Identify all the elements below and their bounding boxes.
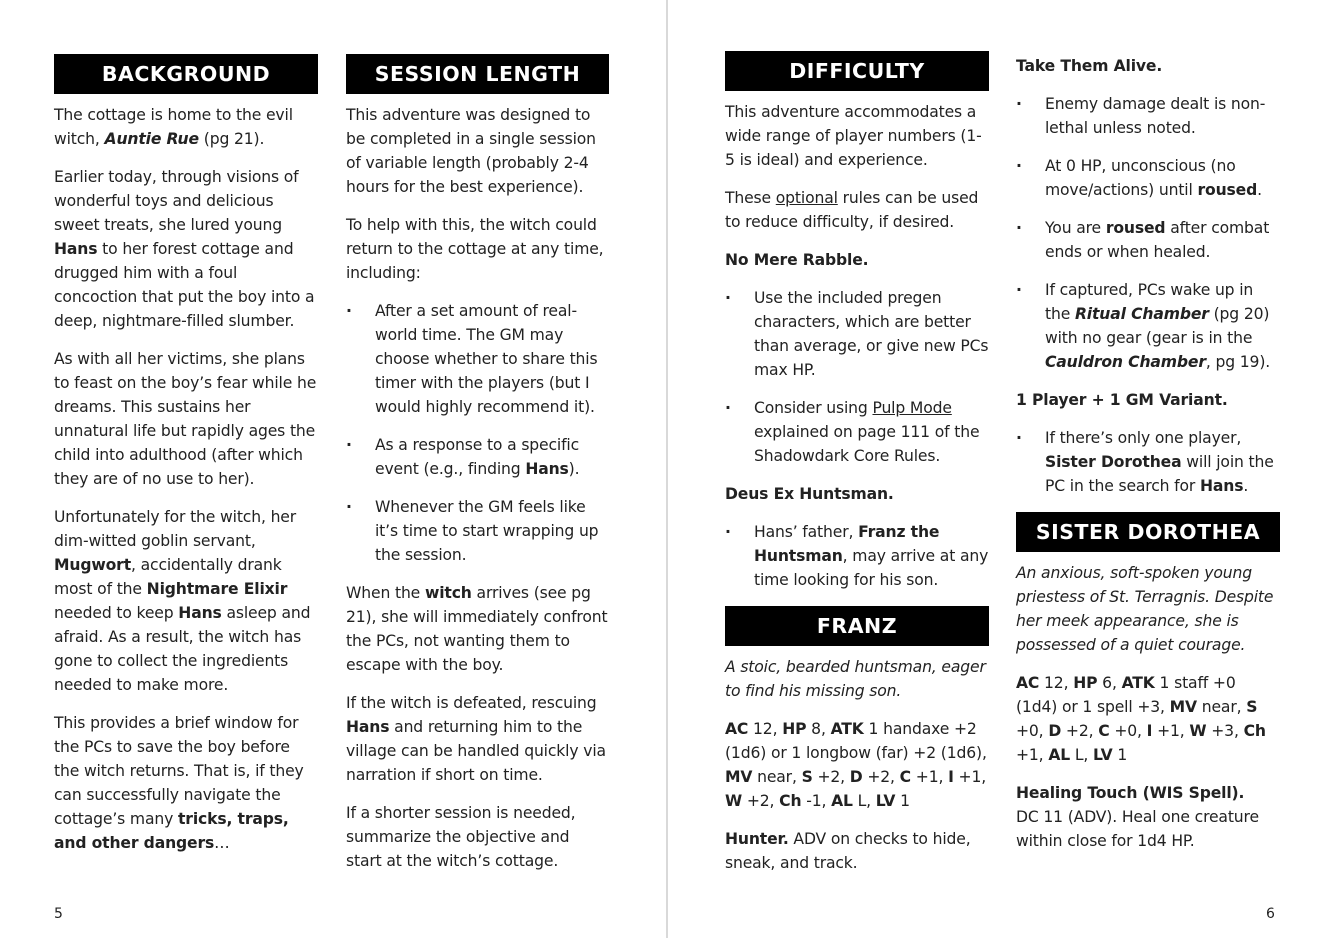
mugwort-name: Mugwort — [54, 556, 131, 574]
one-player-list — [1016, 426, 1280, 498]
background-paragraph: This provides a brief window for the PCs to save the boy before the witch returns. That is, if they can successfully navigate the cottage’s many tricks, traps, and other dangers… — [54, 714, 304, 852]
background-heading: BACKGROUND — [54, 54, 318, 94]
take-them-alive-list — [1016, 92, 1280, 374]
background-column — [54, 54, 318, 869]
session-paragraph: This adventure was designed to be completed in a single session of variable length (probably 2-4 hours for the best experience). — [346, 106, 596, 196]
list-item: · Hans’ father, Franz the Huntsman, may arrive at any time looking for his son. — [725, 520, 989, 592]
no-mere-rabble-subheading: No Mere Rabble. — [725, 251, 869, 269]
session-paragraph: If the witch is defeated, rescuing Hans and returning him to the village can be handled quickly via narration if short on time. — [346, 694, 606, 784]
session-paragraph: To help with this, the witch could return to the cottage at any time, including: — [346, 216, 604, 282]
background-paragraph: Earlier today, through visions of wonderful toys and delicious sweet treats, she lured young Hans to her forest cottage and drugged him with a foul concoction that put the boy into a deep, nightmare-filled slumber. — [54, 168, 315, 330]
session-length-column — [346, 54, 609, 887]
difficulty-column — [725, 51, 989, 889]
dangers-emphasis: tricks, traps, and other dangers — [54, 810, 289, 852]
list-item: · Whenever the GM feels like it’s time to start wrapping up the session. — [346, 495, 609, 567]
sister-dorothea-heading: SISTER DOROTHEA — [1016, 512, 1280, 552]
page-number: 6 — [1266, 906, 1275, 922]
hans-name: Hans — [178, 604, 222, 622]
franz-description: A stoic, bearded huntsman, eager to find his missing son. — [725, 658, 986, 700]
list-item: · If there’s only one player, Sister Dorothea will join the PC in the search for Hans. — [1016, 426, 1280, 498]
difficulty-heading: DIFFICULTY — [725, 51, 989, 91]
list-item: · After a set amount of real-world time. The GM may choose whether to share this timer with the players (but I would highly recommend it). — [346, 299, 609, 419]
list-item: · Consider using Pulp Mode explained on page 111 of the Shadowdark Core Rules. — [725, 396, 989, 468]
optional-link-text: optional — [775, 189, 838, 207]
dorothea-description: An anxious, soft-spoken young priestess of St. Terragnis. Despite her meek appearance, she is possessed of a quiet courage. — [1016, 564, 1274, 654]
list-item: · Use the included pregen characters, which are better than average, or give new PCs max HP. — [725, 286, 989, 382]
franz-talent: Hunter. ADV on checks to hide, sneak, and track. — [725, 830, 971, 872]
page-number: 5 — [54, 906, 63, 922]
deus-ex-huntsman-subheading: Deus Ex Huntsman. — [725, 485, 894, 503]
witch-return-list — [346, 299, 609, 567]
session-length-heading: SESSION LENGTH — [346, 54, 609, 94]
list-item: · If captured, PCs wake up in the Ritual Chamber (pg 20) with no gear (gear is in the Cauldron Chamber, pg 19). — [1016, 278, 1280, 374]
right-page — [668, 0, 1333, 938]
session-paragraph: If a shorter session is needed, summarize the objective and start at the witch’s cottage. — [346, 804, 576, 870]
list-item: · As a response to a specific event (e.g., finding Hans). — [346, 433, 609, 481]
dorothea-stat-block: AC 12, HP 6, ATK 1 staff +0 (1d4) or 1 spell +3, MV near, S +0, D +2, C +0, I +1, W +3, Ch +1, AL L, LV 1 — [1016, 674, 1266, 764]
deus-ex-huntsman-list — [725, 520, 989, 592]
one-player-subheading: 1 Player + 1 GM Variant. — [1016, 391, 1228, 409]
difficulty-paragraph: This adventure accommodates a wide range of player numbers (1-5 is ideal) and experience. — [725, 103, 982, 169]
list-item: · You are roused after combat ends or when healed. — [1016, 216, 1280, 264]
background-paragraph: As with all her victims, she plans to feast on the boy’s fear while he dreams. This sustains her unnatural life but rapidly ages the child into adulthood (after which they are of no use to her). — [54, 350, 317, 488]
no-mere-rabble-list — [725, 286, 989, 468]
take-them-alive-subheading: Take Them Alive. — [1016, 57, 1163, 75]
list-item: · Enemy damage dealt is non-lethal unless noted. — [1016, 92, 1280, 140]
hans-name: Hans — [54, 240, 98, 258]
dorothea-spell: Healing Touch (WIS Spell). DC 11 (ADV). Heal one creature within close for 1d4 HP. — [1016, 784, 1259, 850]
nightmare-elixir-name: Nightmare Elixir — [146, 580, 288, 598]
franz-heading: FRANZ — [725, 606, 989, 646]
background-paragraph: Unfortunately for the witch, her dim-witted goblin servant, Mugwort, accidentally drank most of the Nightmare Elixir needed to keep Hans asleep and afraid. As a result, the witch has gone to collect the ingredients needed to make more. — [54, 508, 311, 694]
auntie-rue-name: Auntie Rue — [104, 130, 199, 148]
difficulty-paragraph: These optional rules can be used to reduce difficulty, if desired. — [725, 189, 979, 231]
session-paragraph: When the witch arrives (see pg 21), she will immediately confront the PCs, not wanting them to escape with the boy. — [346, 584, 608, 674]
rules-column — [1016, 54, 1280, 853]
background-paragraph: The cottage is home to the evil witch, Auntie Rue (pg 21). — [54, 106, 293, 148]
list-item: · At 0 HP, unconscious (no move/actions) until roused. — [1016, 154, 1280, 202]
franz-stat-block: AC 12, HP 8, ATK 1 handaxe +2 (1d6) or 1 longbow (far) +2 (1d6), MV near, S +2, D +2, C +1, I +1, W +2, Ch -1, AL L, LV 1 — [725, 720, 987, 810]
